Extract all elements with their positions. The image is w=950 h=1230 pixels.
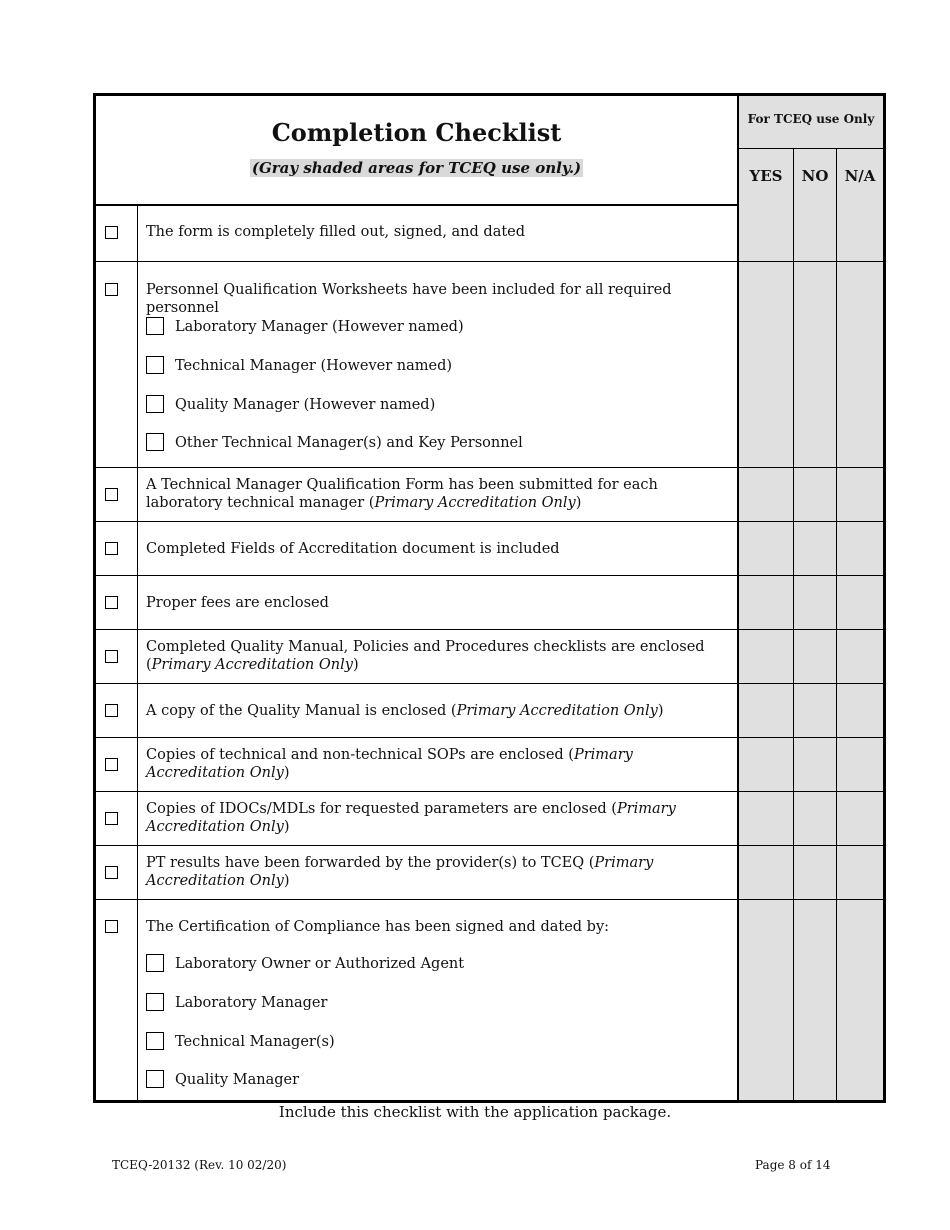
checkbox-cell [96, 846, 138, 899]
na-cell [836, 204, 883, 261]
checkbox[interactable] [105, 283, 118, 296]
no-cell [793, 684, 836, 737]
item-text-italic: Primary Accreditation Only [374, 495, 576, 511]
item-text-tail: ) [352, 657, 359, 673]
item-text [146, 702, 731, 720]
page-title: Completion Checklist [271, 118, 562, 147]
sub-checkbox[interactable] [146, 433, 164, 451]
sub-checkbox[interactable] [146, 1032, 164, 1050]
na-cell [836, 522, 883, 575]
checkbox-cell [96, 262, 138, 467]
na-cell [836, 468, 883, 521]
na-cell [836, 576, 883, 629]
item-text-italic: Primary Accreditation Only [151, 657, 353, 673]
item-text-main: Copies of technical and non-technical SOPs are enclosed ( [146, 747, 574, 763]
item-text-italic: Primary Accreditation Only [146, 801, 676, 835]
item-text-italic: Primary Accreditation Only [146, 855, 654, 889]
yes-cell [737, 738, 793, 791]
item-text [146, 800, 731, 836]
tceq-use-only-header: For TCEQ use Only [737, 96, 883, 149]
yes-cell [737, 576, 793, 629]
no-cell [793, 576, 836, 629]
column-yes: YES [737, 149, 793, 204]
checkbox[interactable] [105, 920, 118, 933]
sub-item-label: Quality Manager [175, 1072, 300, 1088]
item-text-main: Completed Quality Manual, Policies and Procedures checklists are enclosed ( [146, 639, 705, 673]
item-text: Completed Fields of Accreditation document is included [146, 541, 560, 557]
sub-checkbox[interactable] [146, 395, 164, 413]
item-text-tail: ) [657, 703, 664, 719]
no-cell [793, 846, 836, 899]
sub-item-label: Other Technical Manager(s) and Key Personnel [175, 435, 523, 451]
checkbox[interactable] [105, 758, 118, 771]
na-cell [836, 792, 883, 845]
checklist-row [96, 204, 883, 262]
item-text: The form is completely filled out, signed, and dated [146, 224, 526, 240]
item-text-main: PT results have been forwarded by the provider(s) to TCEQ ( [146, 855, 595, 871]
na-cell [836, 900, 883, 1100]
checklist-table [93, 93, 886, 1103]
footnote: Include this checklist with the application package. [278, 1103, 672, 1121]
item-text: Proper fees are enclosed [146, 595, 329, 611]
item-text [146, 746, 731, 782]
item-text-italic: Primary Accreditation Only [456, 703, 658, 719]
sub-item-label: Laboratory Owner or Authorized Agent [175, 956, 465, 972]
sub-checkbox[interactable] [146, 317, 164, 335]
sub-checkbox[interactable] [146, 954, 164, 972]
na-cell [836, 738, 883, 791]
sub-checkbox[interactable] [146, 1070, 164, 1088]
na-cell [836, 684, 883, 737]
yes-cell [737, 262, 793, 467]
page-subtitle [96, 159, 737, 177]
no-cell [793, 630, 836, 683]
checkbox-cell [96, 630, 138, 683]
no-cell [793, 204, 836, 261]
item-text: Personnel Qualification Worksheets have been included for all required personnel [146, 282, 672, 316]
checkbox[interactable] [105, 542, 118, 555]
item-text-tail: ) [283, 873, 290, 889]
sub-checkbox[interactable] [146, 356, 164, 374]
checklist-row [96, 792, 883, 846]
checkbox[interactable] [105, 650, 118, 663]
checklist-row [96, 900, 883, 1100]
checklist-row [96, 522, 883, 576]
page-number: Page 8 of 14 [755, 1158, 831, 1172]
checkbox[interactable] [105, 226, 118, 239]
item-text-italic: Primary Accreditation Only [146, 747, 633, 781]
yes-cell [737, 846, 793, 899]
checkbox-cell [96, 468, 138, 521]
checkbox[interactable] [105, 866, 118, 879]
checklist-row [96, 738, 883, 792]
no-cell [793, 522, 836, 575]
checkbox[interactable] [105, 488, 118, 501]
item-text-main: A Technical Manager Qualification Form has been submitted for each laboratory technical manager ( [146, 477, 658, 511]
checkbox-cell [96, 900, 138, 1100]
yes-cell [737, 468, 793, 521]
sub-item-label: Quality Manager (However named) [175, 397, 436, 413]
item-text-main: A copy of the Quality Manual is enclosed ( [146, 703, 457, 719]
sub-item-label: Technical Manager(s) [175, 1034, 335, 1050]
no-cell [793, 262, 836, 467]
checkbox-cell [96, 576, 138, 629]
sub-checkbox[interactable] [146, 993, 164, 1011]
item-text [146, 638, 731, 674]
yes-cell [737, 684, 793, 737]
checkbox-cell [96, 684, 138, 737]
checklist-row [96, 262, 883, 468]
item-text-tail: ) [575, 495, 582, 511]
item-text [146, 476, 731, 512]
checkbox-cell [96, 792, 138, 845]
checklist-header [96, 96, 883, 206]
yes-cell [737, 204, 793, 261]
form-id: TCEQ-20132 (Rev. 10 02/20) [112, 1158, 287, 1172]
na-cell [836, 630, 883, 683]
column-na: N/A [836, 149, 883, 204]
column-no: NO [793, 149, 836, 204]
na-cell [836, 846, 883, 899]
checkbox-cell [96, 738, 138, 791]
checklist-row [96, 576, 883, 630]
item-text [146, 854, 731, 890]
checklist-row [96, 684, 883, 738]
sub-item-label: Laboratory Manager (However named) [175, 319, 464, 335]
item-text-main: Copies of IDOCs/MDLs for requested parameters are enclosed ( [146, 801, 617, 817]
no-cell [793, 792, 836, 845]
item-text-tail: ) [283, 819, 290, 835]
no-cell [793, 738, 836, 791]
checkbox[interactable] [105, 596, 118, 609]
sub-item-label: Technical Manager (However named) [175, 358, 453, 374]
subtitle-text: (Gray shaded areas for TCEQ use only.) [251, 159, 582, 177]
checkbox[interactable] [105, 704, 118, 717]
checkbox-cell [96, 204, 138, 261]
yes-cell [737, 630, 793, 683]
checklist-row [96, 846, 883, 900]
item-text-tail: ) [283, 765, 290, 781]
checklist-row [96, 630, 883, 684]
item-text: The Certification of Compliance has been signed and dated by: [146, 919, 610, 935]
no-cell [793, 468, 836, 521]
na-cell [836, 262, 883, 467]
sub-item-label: Laboratory Manager [175, 995, 328, 1011]
no-cell [793, 900, 836, 1100]
yes-cell [737, 792, 793, 845]
yes-cell [737, 900, 793, 1100]
checklist-row [96, 468, 883, 522]
checkbox-cell [96, 522, 138, 575]
checkbox[interactable] [105, 812, 118, 825]
yes-cell [737, 522, 793, 575]
